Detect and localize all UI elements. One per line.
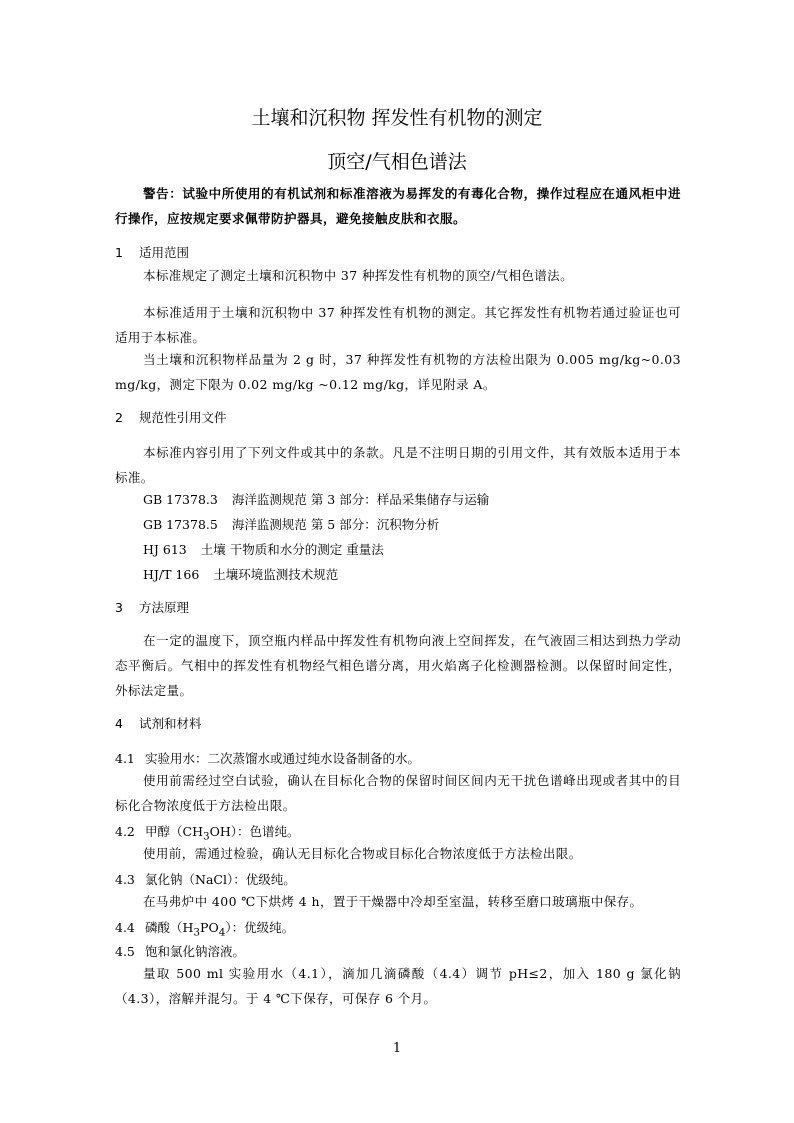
section-number: 3	[115, 600, 123, 615]
section-number: 1	[115, 245, 123, 260]
section-title: 规范性引用文件	[139, 410, 227, 425]
reagent-text: 磷酸（H	[145, 920, 194, 935]
paragraph: 在一定的温度下，顶空瓶内样品中挥发性有机物向液上空间挥发，在气液固三相达到热力学动态平衡后。气相中的挥发性有机物经气相色谱分离，用火焰离子化检测器检测。以保留时间定性，外标法定量。	[115, 633, 681, 698]
reagent-number: 4.2	[115, 824, 135, 839]
section-number: 2	[115, 410, 123, 425]
reference-title: 海洋监测规范 第 5 部分：沉积物分析	[231, 517, 440, 532]
reagent-text: 饱和氯化钠溶液。	[145, 944, 246, 959]
paragraph: 本标准规定了测定土壤和沉积物中 37 种挥发性有机物的顶空/气相色谱法。	[143, 268, 573, 283]
reagent-number: 4.5	[115, 944, 135, 959]
subscript: 3	[202, 830, 210, 843]
reagent-item	[115, 870, 296, 888]
section-heading-references	[115, 408, 227, 426]
reagent-note: 量取 500 ml 实验用水（4.1），滴加几滴磷酸（4.4）调节 pH≤2，加入 180 g 氯化钠（4.3），溶解并混匀。于 4 ℃下保存，可保存 6 个月。	[115, 966, 681, 1006]
reagent-number: 4.3	[115, 872, 135, 887]
document-subtitle: 顶空/气相色谱法	[327, 151, 467, 173]
reagent-text: 氯化钠（NaCl）：优级纯。	[145, 872, 296, 887]
section-title: 方法原理	[139, 600, 190, 615]
subscript: 4	[218, 926, 226, 939]
section-title: 试剂和材料	[139, 716, 202, 731]
reagent-item	[115, 749, 420, 767]
reagent-text: ）：优级纯。	[225, 920, 295, 935]
reagent-text: 甲醇（CH	[145, 824, 203, 839]
page-number: 1	[392, 1041, 402, 1056]
reagent-note: 在马弗炉中 400 ℃下烘烤 4 h，置于干燥器中冷却至室温，转移至磨口玻璃瓶中保存。	[143, 894, 643, 909]
reagent-text: PO	[200, 920, 219, 935]
reagent-number: 4.4	[115, 920, 135, 935]
subscript: 3	[193, 926, 201, 939]
reference-item	[143, 540, 384, 558]
reference-code: GB 17378.3	[143, 492, 218, 507]
warning-paragraph: 警告：试验中所使用的有机试剂和标准溶液为易挥发的有毒化合物，操作过程应在通风柜中进行操作，应按规定要求佩带防护器具，避免接触皮肤和衣服。	[115, 186, 681, 226]
section-heading-principle	[115, 598, 189, 616]
reagent-item	[115, 822, 300, 843]
reagent-number: 4.1	[115, 751, 135, 766]
reference-title: 海洋监测规范 第 3 部分：样品采集储存与运输	[231, 492, 490, 507]
reagent-note: 使用前需经过空白试验，确认在目标化合物的保留时间区间内无干扰色谱峰出现或者其中的目标化合物浓度低于方法检出限。	[115, 773, 681, 813]
reagent-item	[115, 942, 245, 960]
reference-item	[143, 515, 439, 533]
paragraph: 本标准内容引用了下列文件或其中的条款。凡是不注明日期的引用文件，其有效版本适用于本标准。	[115, 445, 681, 485]
reference-title: 土壤 干物质和水分的测定 重量法	[200, 542, 384, 557]
reference-item	[143, 490, 489, 508]
reference-code: HJ 613	[143, 542, 187, 557]
paragraph: 本标准适用于土壤和沉积物中 37 种挥发性有机物的测定。其它挥发性有机物若通过验证也可适用于本标准。	[115, 305, 681, 345]
document-title: 土壤和沉积物 挥发性有机物的测定	[251, 107, 543, 129]
reference-title: 土壤环境监测技术规范	[213, 567, 339, 582]
reference-item	[143, 565, 338, 583]
reagent-note: 使用前，需通过检验，确认无目标化合物或目标化合物浓度低于方法检出限。	[143, 846, 582, 861]
reagent-item	[115, 918, 294, 939]
section-title: 适用范围	[139, 245, 190, 260]
reference-code: GB 17378.5	[143, 517, 218, 532]
section-number: 4	[115, 716, 123, 731]
paragraph: 当土壤和沉积物样品量为 2 g 时，37 种挥发性有机物的方法检出限为 0.005 mg/kg~0.03 mg/kg，测定下限为 0.02 mg/kg ~0.12 mg/kg，详见附录 A。	[115, 352, 681, 392]
section-heading-reagents	[115, 714, 202, 732]
section-heading-scope	[115, 243, 189, 261]
reference-code: HJ/T 166	[143, 567, 200, 582]
reagent-text: OH）：色谱纯。	[209, 824, 300, 839]
reagent-text: 实验用水：二次蒸馏水或通过纯水设备制备的水。	[145, 751, 421, 766]
